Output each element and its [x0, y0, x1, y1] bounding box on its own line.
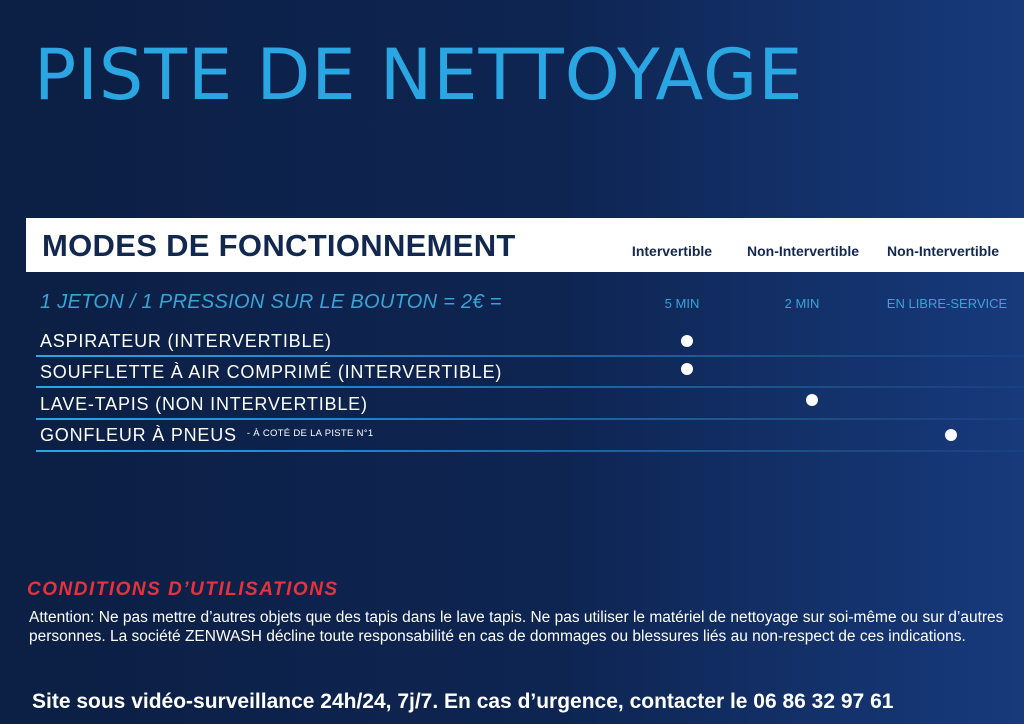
footer-surveillance-notice: Site sous vidéo-surveillance 24h/24, 7j/7. En cas d’urgence, contacter le 06 86 32 97 61: [32, 690, 894, 713]
availability-dot: [681, 335, 693, 347]
column-header-non-intervertible-2: Non-Intervertible: [886, 243, 1000, 259]
row-label-text: GONFLEUR À PNEUS: [40, 425, 237, 445]
modes-header-bar: [26, 218, 1024, 272]
duration-5min: 5 MIN: [664, 296, 700, 311]
row-divider: [36, 450, 1024, 452]
availability-dot: [806, 394, 818, 406]
row-divider: [36, 355, 1024, 357]
availability-dot: [681, 363, 693, 375]
row-label-aspirateur: ASPIRATEUR (INTERVERTIBLE): [40, 331, 332, 351]
availability-dot: [945, 429, 957, 441]
row-label-soufflette: SOUFFLETTE À AIR COMPRIMÉ (INTERVERTIBLE): [40, 362, 503, 382]
modes-title: MODES DE FONCTIONNEMENT: [42, 228, 516, 263]
row-divider: [36, 386, 1024, 388]
pricing-label: 1 JETON / 1 PRESSION SUR LE BOUTON = 2€ =: [40, 291, 502, 313]
duration-2min: 2 MIN: [784, 296, 820, 311]
page-title: PISTE DE NETTOYAGE: [34, 34, 804, 116]
row-label-gonfleur: [40, 425, 373, 446]
column-header-non-intervertible-1: Non-Intervertible: [746, 243, 860, 259]
row-note: - À COTÉ DE LA PISTE N°1: [246, 428, 374, 439]
row-divider: [36, 418, 1024, 420]
conditions-text: Attention: Ne pas mettre d’autres objets que des tapis dans le lave tapis. Ne pas utiliser le matériel de nettoyage sur soi-même ou sur d’autres personnes. La société ZENWASH décline toute responsabilité en cas de dommages ou blessures liés au non-respect de ces indications.: [29, 609, 1004, 645]
conditions-title: CONDITIONS D’UTILISATIONS: [27, 579, 339, 600]
column-header-intervertible: Intervertible: [631, 243, 713, 259]
row-label-lave-tapis: LAVE-TAPIS (NON INTERVERTIBLE): [40, 394, 368, 414]
duration-self-service: EN LIBRE-SERVICE: [886, 296, 1008, 311]
